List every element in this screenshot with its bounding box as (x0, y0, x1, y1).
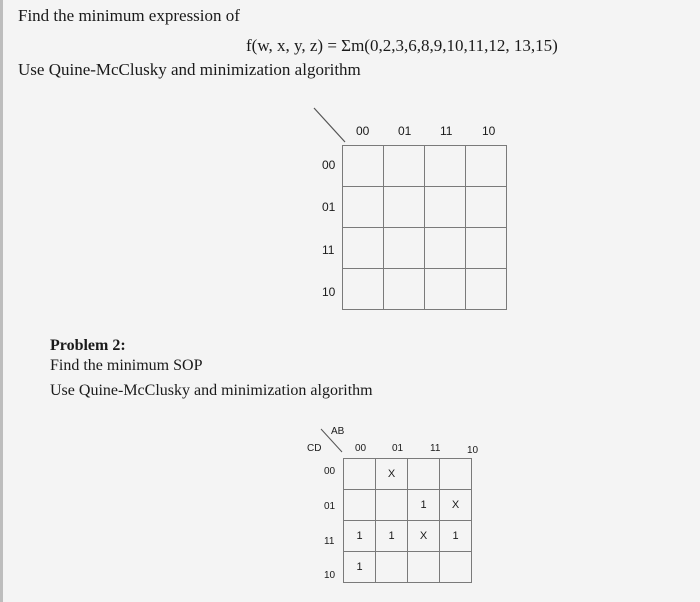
kmap1-cell (343, 228, 384, 269)
kmap2-col-header: 10 (467, 445, 479, 456)
kmap2-cell (440, 552, 472, 583)
kmap1-cell (425, 146, 466, 187)
kmap2-cell (408, 552, 440, 583)
kmap1-cell (466, 228, 507, 269)
page-edge (0, 0, 3, 602)
kmap2-var-left: CD (307, 443, 322, 454)
problem1-method: Use Quine-McClusky and minimization algorithm (18, 60, 361, 79)
kmap1-grid (342, 145, 507, 310)
kmap2-cell: X (408, 521, 440, 552)
kmap1-cell (466, 146, 507, 187)
problem2-title: Problem 2: (50, 337, 126, 354)
problem1-function: f(w, x, y, z) = Σm(0,2,3,6,8,9,10,11,12, 13,15) (246, 36, 558, 55)
kmap2-grid (343, 458, 472, 583)
kmap1-row-header: 00 (322, 158, 336, 172)
kmap2-col-header: 11 (430, 443, 441, 454)
kmap2-cell: 1 (440, 521, 472, 552)
kmap2-cell (344, 459, 376, 490)
kmap1-cell (425, 187, 466, 228)
kmap1-cell (384, 228, 425, 269)
kmap2-cell (376, 552, 408, 583)
kmap2-var-top: AB (331, 426, 345, 437)
kmap1-row-header: 10 (322, 285, 336, 299)
kmap2-row-header: 10 (324, 570, 336, 581)
kmap2-cell (344, 490, 376, 521)
kmap2-cell (440, 459, 472, 490)
kmap1-col-header: 10 (482, 124, 496, 138)
kmap1-cell (343, 269, 384, 310)
kmap1-row-header: 01 (322, 200, 336, 214)
problem1-intro: Find the minimum expression of (18, 6, 240, 25)
problem2-line1: Find the minimum SOP (50, 357, 203, 374)
kmap1-cell (384, 269, 425, 310)
kmap2-cell: 1 (344, 552, 376, 583)
kmap1-cell (425, 269, 466, 310)
problem2-line2: Use Quine-McClusky and minimization algorithm (50, 382, 373, 399)
kmap2-cell: X (440, 490, 472, 521)
kmap2-row-header: 00 (324, 466, 336, 477)
kmap1-diagonal (310, 106, 350, 146)
kmap2-col-header: 01 (392, 443, 404, 454)
kmap1-cell (466, 187, 507, 228)
kmap1-cell (384, 146, 425, 187)
kmap2-cell: 1 (376, 521, 408, 552)
kmap1-cell (384, 187, 425, 228)
kmap1-cell (466, 269, 507, 310)
kmap2-cell: X (376, 459, 408, 490)
kmap2-row-header: 11 (324, 536, 335, 547)
kmap2-cell: 1 (408, 490, 440, 521)
kmap1-col-header: 01 (398, 124, 412, 138)
kmap1-col-header: 11 (440, 124, 453, 138)
kmap2-col-header: 00 (355, 443, 367, 454)
kmap2-row-header: 01 (324, 501, 336, 512)
kmap1-row-header: 11 (322, 243, 335, 257)
kmap2-cell: 1 (344, 521, 376, 552)
kmap1-col-header: 00 (356, 124, 370, 138)
kmap2-cell (408, 459, 440, 490)
kmap1-cell (343, 187, 384, 228)
kmap1-cell (343, 146, 384, 187)
kmap2-cell (376, 490, 408, 521)
kmap1-cell (425, 228, 466, 269)
